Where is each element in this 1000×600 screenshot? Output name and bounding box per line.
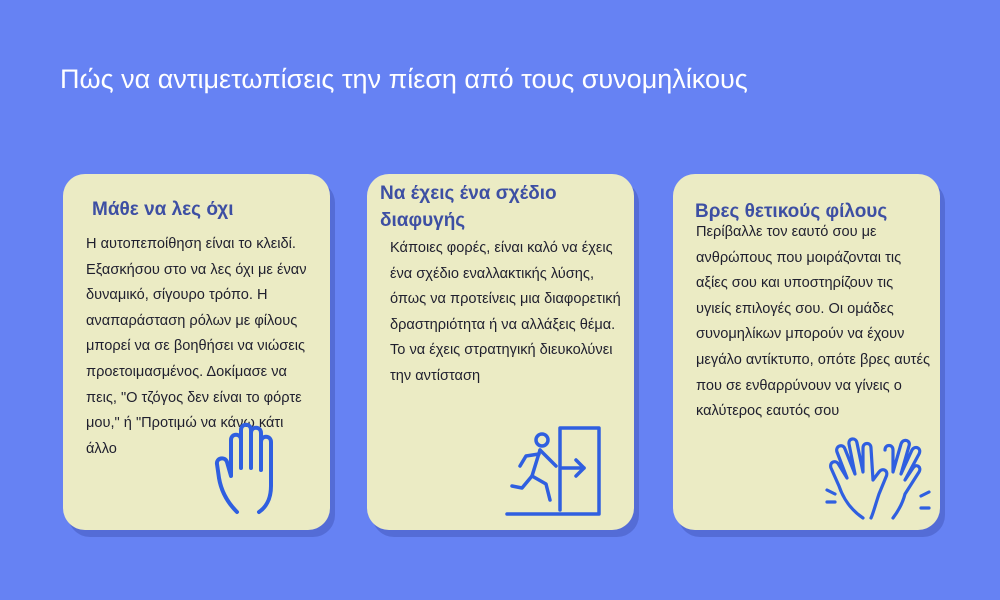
card-title: Βρες θετικούς φίλους — [695, 201, 888, 222]
card-learn-to-say-no — [63, 174, 330, 530]
card-positive-friends — [673, 174, 940, 530]
card-title: Μάθε να λες όχι — [92, 199, 234, 220]
card-body: Η αυτοπεποίθηση είναι το κλειδί. Εξασκήσου στο να λες όχι με έναν δυναμικό, σίγουρο τρόπο. Η αναπαράσταση ρόλων με φίλους μπορεί να σε βοηθήσει να νιώσεις προετοιμασμένος. Δοκίμασε να πεις, "Ο τζόγος δεν είναι το φόρτε μου," ή "Προτιμώ να κάνω κάτι άλλο — [86, 236, 307, 457]
raised-hand-icon — [213, 420, 297, 518]
high-five-icon — [823, 434, 933, 524]
card-body: Περίβαλλε τον εαυτό σου με ανθρώπους που μοιράζονται τις αξίες σου και υποστηρίζουν τις υγιείς επιλογές σου. Οι ομάδες συνομηλίκων μπορούν να έχουν μεγάλο αντίκτυπο, οπότε βρες αυτές που σε ενθαρρύνουν να γίνεις ο καλύτερος εαυτός σου — [696, 224, 930, 420]
card-title: Να έχεις ένα σχέδιο διαφυγής — [380, 183, 557, 231]
card-escape-plan — [367, 174, 634, 530]
page-title: Πώς να αντιμετωπίσεις την πίεση από τους συνομηλίκους — [60, 64, 748, 94]
emergency-exit-icon — [504, 424, 604, 520]
card-body: Κάποιες φορές, είναι καλό να έχεις ένα σχέδιο εναλλακτικής λύσης, όπως να προτείνεις μια διαφορετική δραστηριότητα ή να αλλάξεις θέμα. Το να έχεις στρατηγική διευκολύνει την αντίσταση — [390, 240, 621, 384]
